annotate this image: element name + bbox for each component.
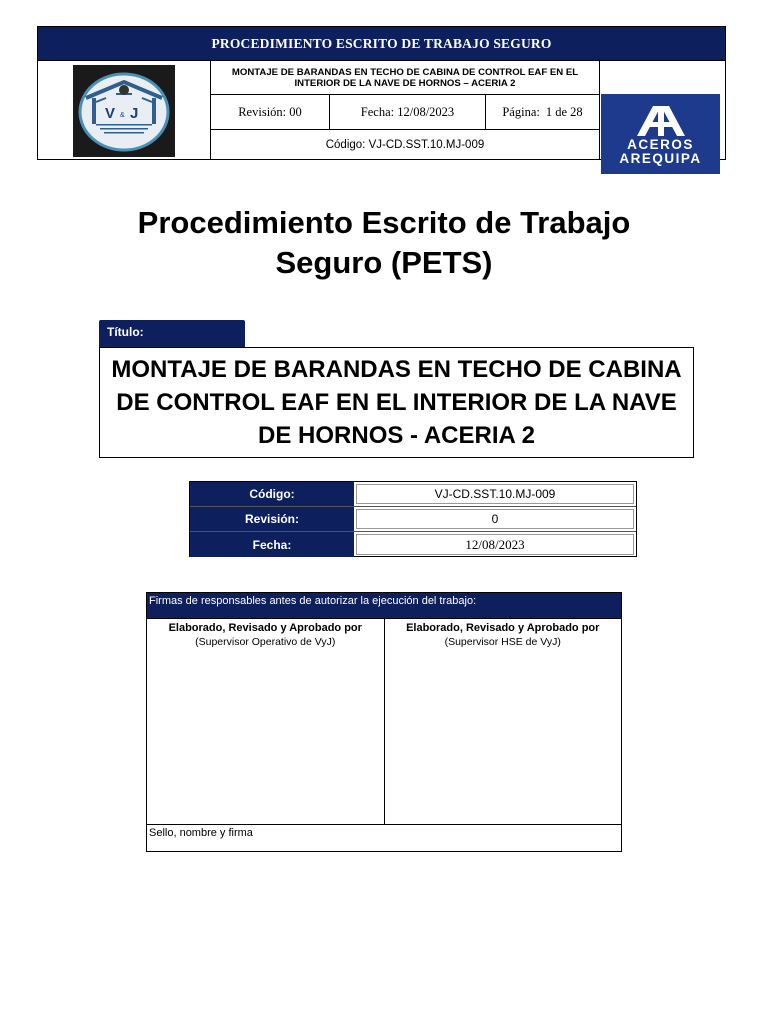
header-code: Código: VJ-CD.SST.10.MJ-009 — [325, 139, 485, 151]
header-page-value: 1 de 28 — [545, 104, 583, 119]
aceros-text: ACEROS — [627, 137, 694, 152]
header-page-label: Página: — [502, 104, 540, 119]
header-middle — [211, 61, 599, 160]
signatures-footer: Sello, nombre y firma — [149, 827, 253, 839]
header-page — [486, 95, 599, 129]
signatures-header: Firmas de responsables antes de autorizar la ejecución del trabajo: — [147, 593, 621, 619]
titulo-text: MONTAJE DE BARANDAS EN TECHO DE CABINA DE CONTROL EAF EN EL INTERIOR DE LA NAVE DE HORNOS - ACERIA 2 — [99, 347, 694, 458]
logo-cell — [38, 61, 211, 160]
aceros-arequipa-icon — [631, 102, 691, 138]
signature-operative-title: Elaborado, Revisado y Aprobado por — [168, 622, 362, 634]
codigo-label: Código: — [190, 482, 354, 506]
header-title: PROCEDIMIENTO ESCRITO DE TRABAJO SEGURO — [38, 27, 725, 61]
header-revision: Revisión: 00 — [211, 95, 330, 129]
fecha-label: Fecha: — [190, 532, 354, 557]
vj-logo-graphic — [76, 68, 172, 154]
info-row-codigo — [190, 482, 636, 507]
signature-operative — [147, 619, 384, 824]
info-table — [189, 481, 637, 557]
vj-logo-mark-2: J — [130, 105, 139, 122]
vj-logo-mark: V — [105, 105, 116, 122]
signatures-table — [146, 592, 622, 852]
vj-logo-amp: & — [120, 112, 125, 119]
info-row-revision — [190, 507, 636, 532]
signature-hse — [384, 619, 622, 824]
titulo-label: Título: — [99, 320, 245, 348]
header-date: Fecha: 12/08/2023 — [330, 95, 486, 129]
header-subtitle: MONTAJE DE BARANDAS EN TECHO DE CABINA DE CONTROL EAF EN EL INTERIOR DE LA NAVE DE HORNOS – ACERIA 2 — [211, 61, 599, 95]
signature-columns — [147, 619, 621, 825]
header-meta — [211, 95, 599, 130]
signature-hse-role: (Supervisor HSE de VyJ) — [444, 636, 561, 648]
aceros-arequipa-logo — [601, 94, 720, 174]
vj-logo — [73, 65, 175, 157]
signature-hse-title: Elaborado, Revisado y Aprobado por — [406, 622, 600, 634]
revision-label: Revisión: — [190, 507, 354, 531]
info-row-fecha — [190, 532, 636, 557]
signature-operative-role: (Supervisor Operativo de VyJ) — [195, 636, 336, 648]
revision-value: 0 — [356, 509, 634, 529]
fecha-value: 12/08/2023 — [356, 534, 634, 555]
codigo-value: VJ-CD.SST.10.MJ-009 — [356, 484, 634, 504]
arequipa-text: AREQUIPA — [619, 151, 702, 166]
main-title: Procedimiento Escrito de Trabajo Seguro (PETS) — [137, 205, 631, 280]
